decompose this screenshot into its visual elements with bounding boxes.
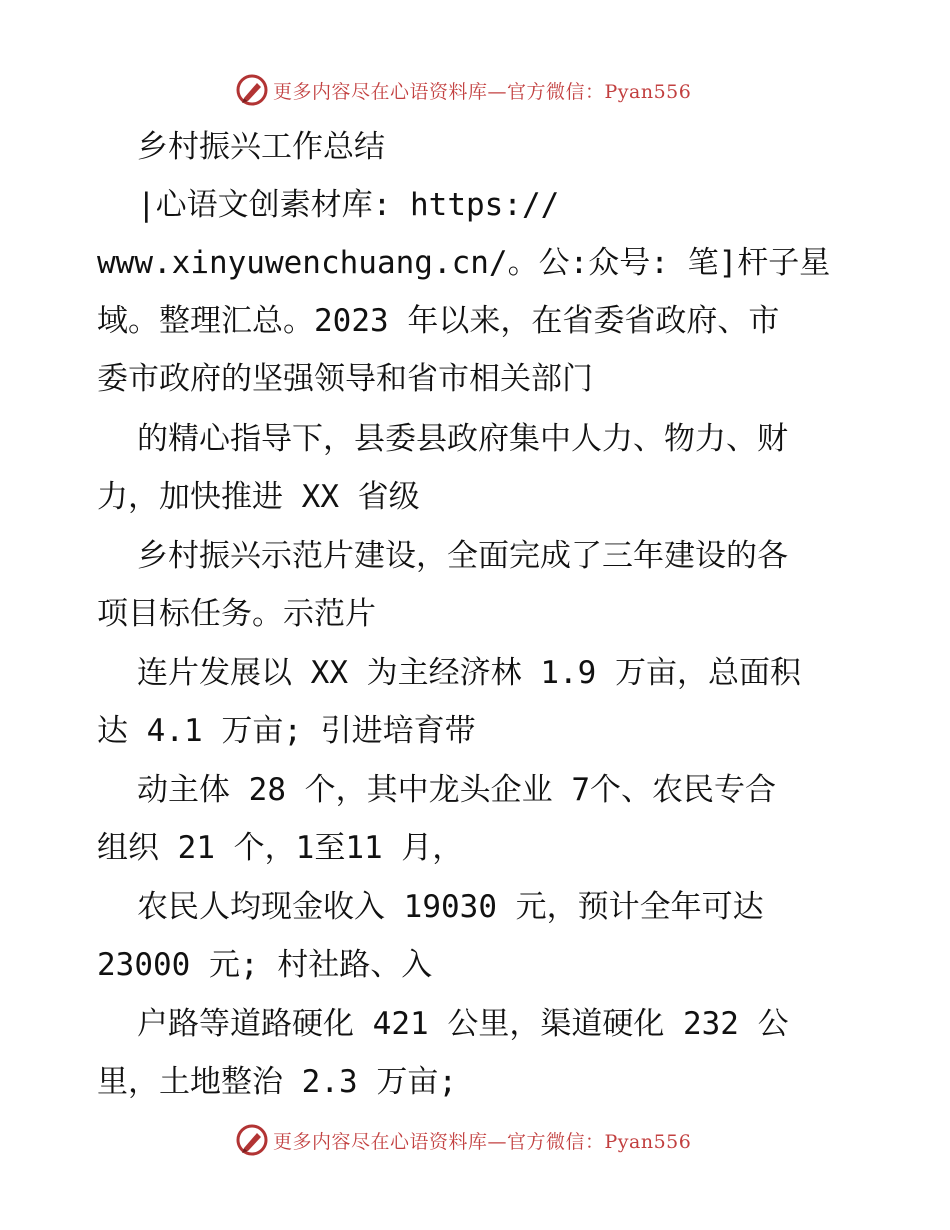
text-line: 力，加快推进 XX 省级 xyxy=(97,479,420,515)
text-line: 委市政府的坚强领导和省市相关部门 xyxy=(97,361,593,397)
text-line: www.xinyuwenchuang.cn/。公:众号: 笔]杆子星 xyxy=(97,245,831,281)
text-line: |心语文创素材库: https:// xyxy=(137,187,560,223)
text-line: 组织 21 个，1至11 月， xyxy=(97,830,464,866)
text-line: 连片发展以 XX 为主经济林 1.9 万亩，总面积 xyxy=(137,655,801,691)
banner-text: 更多内容尽在心语资料库—官方微信：Pyan556 xyxy=(273,80,692,103)
text-line: 里，土地整治 2.3 万亩; xyxy=(97,1064,457,1100)
banner-text: 更多内容尽在心语资料库—官方微信：Pyan556 xyxy=(273,1130,692,1153)
text-line: 户路等道路硬化 421 公里，渠道硬化 232 公 xyxy=(137,1006,789,1042)
text-line: 达 4.1 万亩; 引进培育带 xyxy=(97,713,476,749)
text-line: 域。整理汇总。2023 年以来，在省委省政府、市 xyxy=(97,303,780,339)
text-line: 的精心指导下，县委县政府集中人力、物力、财 xyxy=(137,421,788,457)
footer-watermark-banner xyxy=(235,1120,735,1160)
text-line: 动主体 28 个，其中龙头企业 7个、农民专合 xyxy=(137,772,776,808)
text-line: 项目标任务。示范片 xyxy=(97,596,376,632)
text-line: 农民人均现金收入 19030 元，预计全年可达 xyxy=(137,889,764,925)
document-title: 乡村振兴工作总结 xyxy=(137,129,385,165)
text-line: 乡村振兴示范片建设，全面完成了三年建设的各 xyxy=(137,538,788,574)
pen-logo-icon xyxy=(235,1123,269,1157)
text-line: 23000 元; 村社路、入 xyxy=(97,947,433,983)
